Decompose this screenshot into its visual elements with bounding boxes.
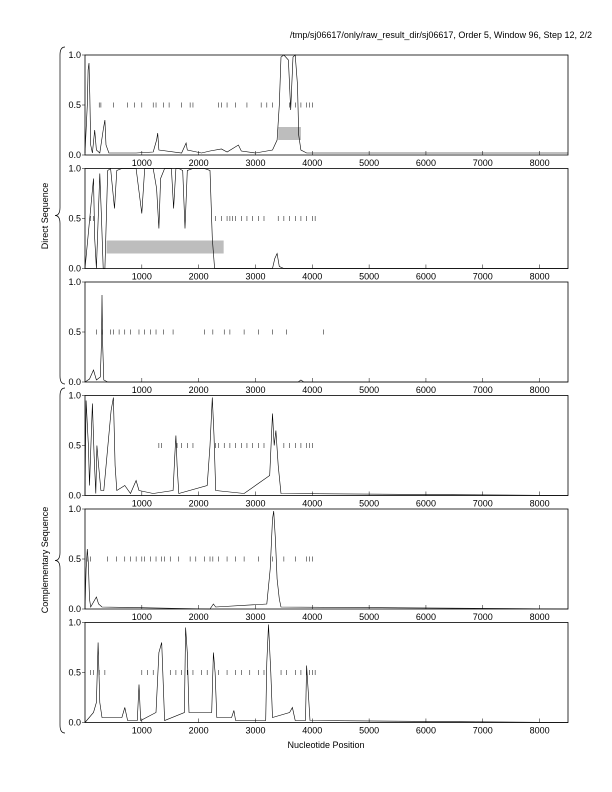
y-tick-label: 0.0 [68,150,81,160]
panel-5 [68,504,568,622]
x-tick-label: 2000 [188,158,209,168]
y-tick-label: 1.0 [68,390,81,401]
y-tick-label: 1.0 [68,617,81,628]
complementary-sequence-brace [55,388,65,733]
y-tick-label: 0.5 [68,327,81,337]
probability-trace [85,295,568,382]
x-tick-label: 7000 [472,725,493,736]
x-tick-label: 7000 [472,271,493,282]
complementary-sequence-label: Complementary Sequence [40,506,50,614]
x-tick-label: 5000 [359,158,380,168]
panels [68,50,568,736]
panel-frame [85,509,568,609]
y-tick-label: 0.0 [68,263,81,274]
x-tick-label: 8000 [529,158,550,168]
panel-frame [85,396,568,496]
panel-frame [85,623,568,723]
y-tick-label: 0.0 [68,717,81,728]
x-tick-label: 7000 [472,612,493,622]
x-tick-label: 3000 [245,498,266,509]
x-tick-label: 3000 [245,271,266,282]
x-tick-label: 4000 [302,271,323,282]
x-tick-label: 8000 [529,271,550,282]
x-tick-label: 2000 [188,612,209,622]
y-tick-label: 0.5 [68,440,81,451]
x-tick-label: 8000 [529,385,550,395]
highlight-region [107,241,224,254]
direct-sequence-brace [55,47,65,384]
x-tick-label: 1000 [131,158,152,168]
x-tick-label: 4000 [302,612,323,622]
x-tick-label: 2000 [188,725,209,736]
y-tick-label: 1.0 [68,163,81,174]
x-tick-label: 8000 [529,498,550,509]
y-tick-label: 0.5 [68,213,81,224]
y-tick-label: 1.0 [68,504,81,514]
panel-frame [85,282,568,382]
x-tick-label: 7000 [472,498,493,509]
x-tick-label: 6000 [415,725,436,736]
y-tick-label: 0.5 [68,667,81,678]
x-tick-label: 1000 [131,612,152,622]
x-tick-label: 2000 [188,498,209,509]
y-tick-label: 0.0 [68,377,81,387]
y-tick-label: 0.0 [68,490,81,501]
highlight-region [278,127,301,140]
x-tick-label: 4000 [302,498,323,509]
x-tick-label: 3000 [245,385,266,395]
x-tick-label: 6000 [415,271,436,282]
x-tick-label: 6000 [415,498,436,509]
x-tick-label: 5000 [359,725,380,736]
y-tick-label: 1.0 [68,50,81,60]
x-tick-label: 5000 [359,498,380,509]
y-tick-label: 0.0 [68,604,81,614]
y-tick-label: 0.5 [68,100,81,110]
x-tick-label: 4000 [302,725,323,736]
x-axis-label: Nucleotide Position [287,740,365,750]
panel-2 [68,164,568,282]
y-tick-label: 0.5 [68,554,81,564]
x-tick-label: 6000 [415,158,436,168]
x-tick-label: 2000 [188,385,209,395]
x-tick-label: 4000 [302,158,323,168]
x-tick-label: 1000 [131,385,152,395]
panel-1 [68,50,568,168]
x-tick-label: 6000 [415,385,436,395]
x-tick-label: 8000 [529,612,550,622]
x-tick-label: 3000 [245,158,266,168]
x-tick-label: 5000 [359,612,380,622]
probability-trace [85,511,568,609]
x-tick-label: 5000 [359,385,380,395]
probability-trace [85,55,568,153]
x-tick-label: 7000 [472,158,493,168]
y-tick-label: 1.0 [68,277,81,287]
panel-6 [68,618,568,736]
x-tick-label: 3000 [245,725,266,736]
x-tick-label: 2000 [188,271,209,282]
x-tick-label: 5000 [359,271,380,282]
x-tick-label: 1000 [131,498,152,509]
header-text: /tmp/sj06617/only/raw_result_dir/sj06617, Order 5, Window 96, Step 12, 2/2 [289,30,592,40]
x-tick-label: 7000 [472,385,493,395]
panel-frame [85,55,568,155]
panel-4 [68,391,568,509]
x-tick-label: 8000 [529,725,550,736]
x-tick-label: 1000 [131,725,152,736]
probability-trace [85,625,568,723]
direct-sequence-label: Direct Sequence [40,182,50,250]
panel-3 [68,277,568,395]
probability-trace [85,398,568,496]
x-tick-label: 3000 [245,612,266,622]
x-tick-label: 6000 [415,612,436,622]
x-tick-label: 4000 [302,385,323,395]
group-braces [55,47,65,733]
x-tick-label: 1000 [131,271,152,282]
